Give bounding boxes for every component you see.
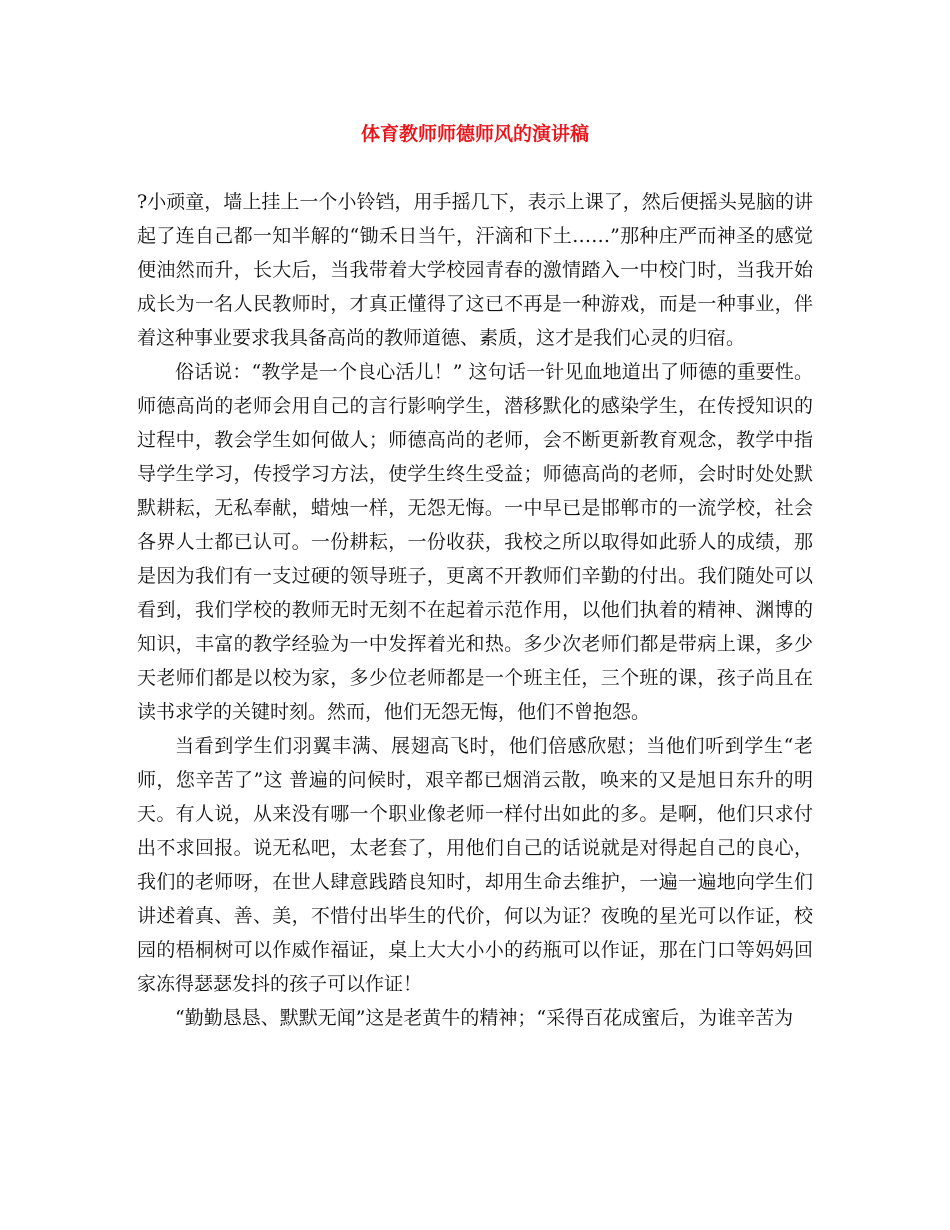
document-body <box>137 185 813 1035</box>
document-title: 体育教师师德师风的演讲稿 <box>360 123 589 145</box>
paragraph-2: 俗话说：“教学是一个良心活儿！” 这句话一针见血地道出了师德的重要性。师德高尚的老师会用自己的言行影响学生，潜移默化的感染学生，在传授知识的过程中，教会学生如何做人；师德高尚的老师，会不断更新教育观念，教学中指导学生学习，传授学习方法，使学生终生受益；师德高尚的老师，会时时处处默默耕耘，无私奉献，蜡烛一样，无怨无悔。一中早已是邯郸市的一流学校，社会各界人士都已认可。一份耕耘，一份收获，我校之所以取得如此骄人的成绩，那是因为我们有一支过硬的领导班子，更离不开教师们辛勤的付出。我们随处可以看到，我们学校的教师无时无刻不在起着示范作用，以他们执着的精神、渊博的知识，丰富的教学经验为一中发挥着光和热。多少次老师们都是带病上课，多少天老师们都是以校为家，多少位老师都是一个班主任，三个班的课，孩子尚且在读书求学的关键时刻。然而，他们无怨无悔，他们不曾抱怨。 <box>137 361 813 723</box>
paragraph-4: “勤勤恳恳、默默无闻”这是老黄牛的精神；“采得百花成蜜后，为谁辛苦为 <box>175 1007 794 1029</box>
paragraph-1: ?小顽童，墙上挂上一个小铃铛，用手摇几下，表示上课了，然后便摇头晃脑的讲起了连自己都一知半解的“锄禾日当午，汗滴和下土……”那种庄严而神圣的感觉便油然而升，长大后，当我带着大学校园青春的激情踏入一中校门时，当我开始成长为一名人民教师时，才真正懂得了这已不再是一种游戏，而是一种事业，伴着这种事业要求我具备高尚的教师道德、素质，这才是我们心灵的归宿。 <box>137 191 813 349</box>
paragraph-3: 当看到学生们羽翼丰满、展翅高飞时，他们倍感欣慰；当他们听到学生“老师，您辛苦了”这 普遍的问候时，艰辛都已烟消云散，唤来的又是旭日东升的明天。有人说，从来没有哪一个职业像老师一样付出如此的多。是啊，他们只求付出不求回报。说无私吧，太老套了，用他们自己的话说就是对得起自己的良心，我们的老师呀，在世人肆意践踏良知时，却用生命去维护，一遍一遍地向学生们讲述着真、善、美，不惜付出毕生的代价，何以为证？夜晚的星光可以作证，校园的梧桐树可以作威作福证，桌上大大小小的药瓶可以作证，那在门口等妈妈回家冻得瑟瑟发抖的孩子可以作证！ <box>137 735 813 995</box>
